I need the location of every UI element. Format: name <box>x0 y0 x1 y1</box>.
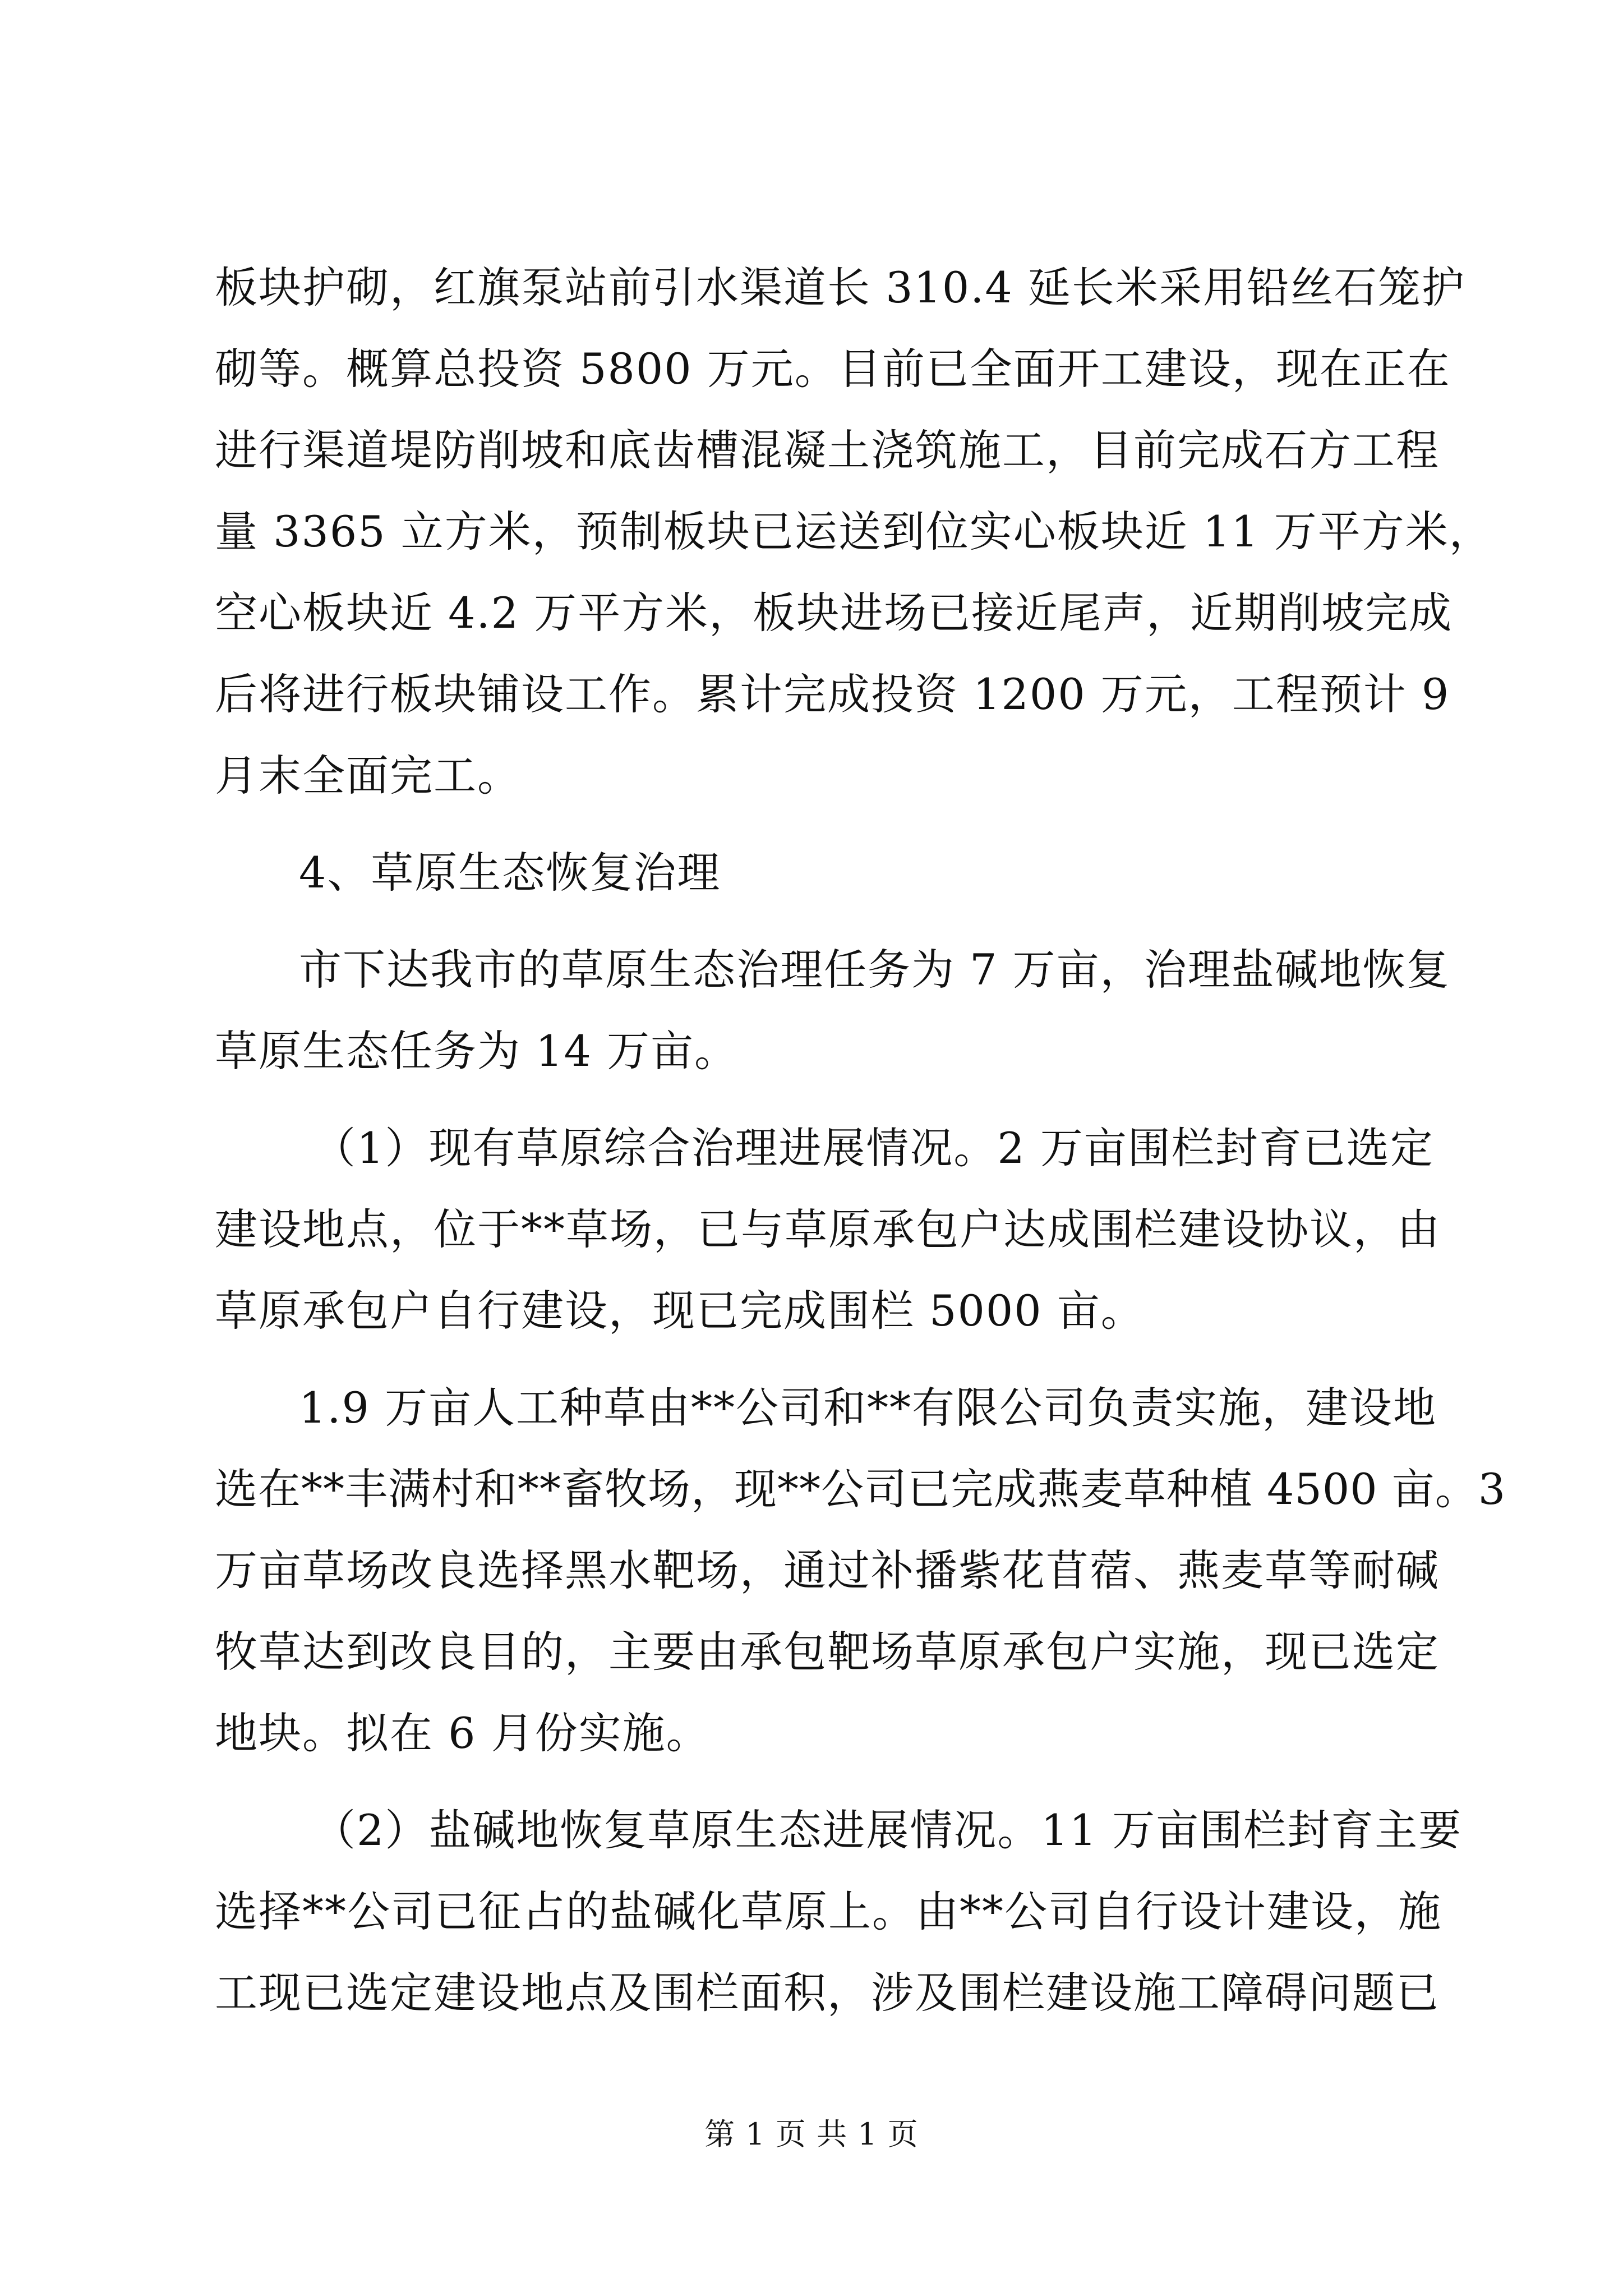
text-line: 后将进行板块铺设工作。累计完成投资 1200 万元，工程预计 9 <box>215 669 1450 719</box>
text-line: 选择**公司已征占的盐碱化草原上。由**公司自行设计建设，施 <box>215 1887 1442 1936</box>
paragraph-start-line: 市下达我市的草原生态治理任务为 7 万亩，治理盐碱地恢复 <box>299 945 1450 995</box>
text-line: 月末全面完工。 <box>215 751 521 800</box>
text-line: 量 3365 立方米，预制板块已运送到位实心板块近 11 万平方米， <box>215 507 1493 556</box>
text-line: 建设地点，位于**草场，已与草原承包户达成围栏建设协议，由 <box>215 1204 1441 1254</box>
text-line: 选在**丰满村和**畜牧场，现**公司已完成燕麦草种植 4500 亩。3 <box>215 1464 1506 1514</box>
text-line: 地块。拟在 6 月份实施。 <box>215 1708 710 1758</box>
text-line: 工现已选定建设地点及围栏面积，涉及围栏建设施工障碍问题已 <box>215 1968 1440 2018</box>
paragraph-start-line: （2）盐碱地恢复草原生态进展情况。11 万亩围栏封育主要 <box>313 1805 1463 1855</box>
text-line: 板块护砌，红旗泵站前引水渠道长 310.4 延长米采用铅丝石笼护 <box>215 263 1465 312</box>
page-footer: 第 1 页 共 1 页 <box>704 2116 919 2152</box>
section-heading: 4、草原生态恢复治理 <box>299 848 721 898</box>
text-line: 牧草达到改良目的，主要由承包靶场草原承包户实施，现已选定 <box>215 1627 1440 1677</box>
text-line: 进行渠道堤防削坡和底齿槽混凝土浇筑施工，目前完成石方工程 <box>215 425 1440 475</box>
paragraph-start-line: 1.9 万亩人工种草由**公司和**有限公司负责实施，建设地 <box>299 1383 1437 1433</box>
text-line: 草原承包户自行建设，现已完成围栏 5000 亩。 <box>215 1286 1145 1336</box>
document-body <box>215 247 1506 2033</box>
text-line: 砌等。概算总投资 5800 万元。目前已全面开工建设，现在正在 <box>215 344 1451 394</box>
text-line: 空心板块近 4.2 万平方米，板块进场已接近尾声，近期削坡完成 <box>215 588 1453 638</box>
text-line: 万亩草场改良选择黑水靶场，通过补播紫花苜蓿、燕麦草等耐碱 <box>215 1545 1440 1595</box>
paragraph-start-line: （1）现有草原综合治理进展情况。2 万亩围栏封育已选定 <box>313 1123 1434 1173</box>
text-line: 草原生态任务为 14 万亩。 <box>215 1026 739 1076</box>
